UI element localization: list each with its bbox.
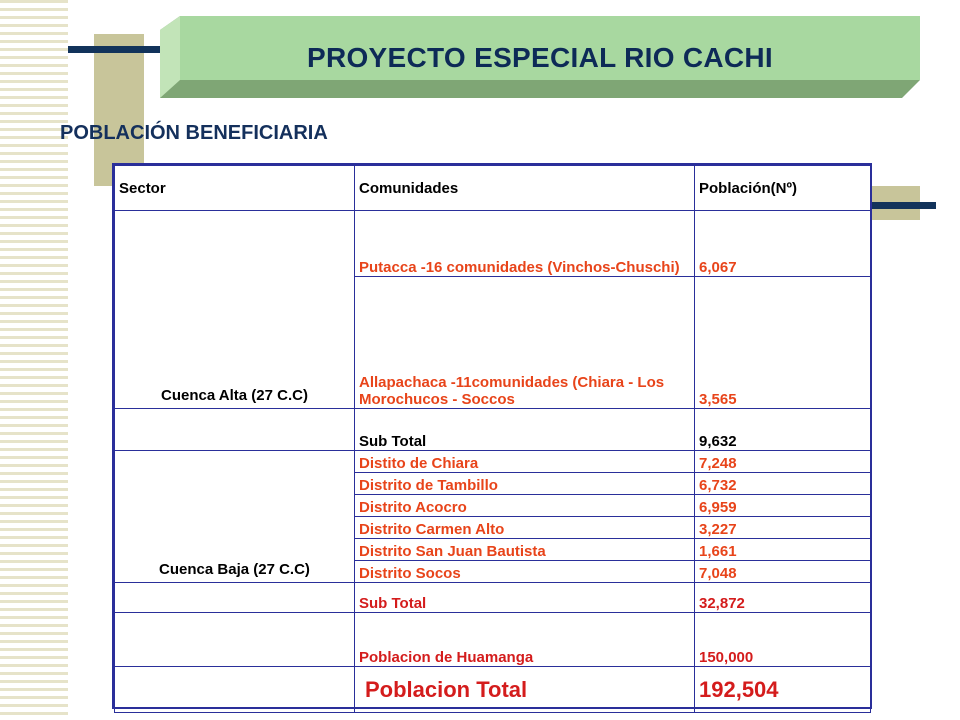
header-poblacion: Población(Nº) <box>695 166 871 211</box>
huamanga-label: Poblacion de Huamanga <box>355 613 695 667</box>
subtotal-label: Sub Total <box>355 409 695 451</box>
population-table <box>112 163 872 709</box>
decorative-navy-bar <box>68 46 172 53</box>
decorative-navy-bar-right <box>868 202 936 209</box>
poblacion-cell: 6,732 <box>695 473 871 495</box>
huamanga-row <box>115 613 871 667</box>
subtotal-row-alta <box>115 409 871 451</box>
poblacion-cell: 7,248 <box>695 451 871 473</box>
empty-cell <box>115 613 355 667</box>
empty-cell <box>115 583 355 613</box>
huamanga-value: 150,000 <box>695 613 871 667</box>
comunidad-cell: Distrito San Juan Bautista <box>355 539 695 561</box>
empty-cell <box>115 409 355 451</box>
subtotal-label: Sub Total <box>355 583 695 613</box>
empty-cell <box>115 667 355 713</box>
comunidad-cell: Distrito de Tambillo <box>355 473 695 495</box>
header-comunidades: Comunidades <box>355 166 695 211</box>
comunidad-cell: Distito de Chiara <box>355 451 695 473</box>
sector-cuenca-baja: Cuenca Baja (27 C.C) <box>115 451 355 583</box>
poblacion-cell: 6,959 <box>695 495 871 517</box>
comunidad-cell: Distrito Acocro <box>355 495 695 517</box>
table-row <box>115 211 871 277</box>
subtotal-value: 9,632 <box>695 409 871 451</box>
total-value: 192,504 <box>695 667 871 713</box>
sector-cuenca-alta: Cuenca Alta (27 C.C) <box>115 211 355 409</box>
comunidad-cell: Distrito Socos <box>355 561 695 583</box>
subtotal-row-baja <box>115 583 871 613</box>
section-subtitle: POBLACIÓN BENEFICIARIA <box>60 122 328 144</box>
left-decorative-stripes <box>0 0 68 720</box>
total-row <box>115 667 871 713</box>
subtotal-value: 32,872 <box>695 583 871 613</box>
table-header-row <box>115 166 871 211</box>
title-banner <box>160 16 920 98</box>
page-title: PROYECTO ESPECIAL RIO CACHI <box>306 42 774 73</box>
poblacion-cell: 7,048 <box>695 561 871 583</box>
poblacion-cell: 3,565 <box>695 277 871 409</box>
poblacion-cell: 6,067 <box>695 211 871 277</box>
table-row <box>115 451 871 473</box>
poblacion-cell: 1,661 <box>695 539 871 561</box>
comunidad-cell: Distrito Carmen Alto <box>355 517 695 539</box>
header-sector: Sector <box>115 166 355 211</box>
comunidad-cell: Putacca -16 comunidades (Vinchos-Chuschi) <box>355 211 695 277</box>
poblacion-cell: 3,227 <box>695 517 871 539</box>
comunidad-cell: Allapachaca -11comunidades (Chiara - Los Morochucos - Soccos <box>355 277 695 409</box>
total-label: Poblacion Total <box>355 667 695 713</box>
